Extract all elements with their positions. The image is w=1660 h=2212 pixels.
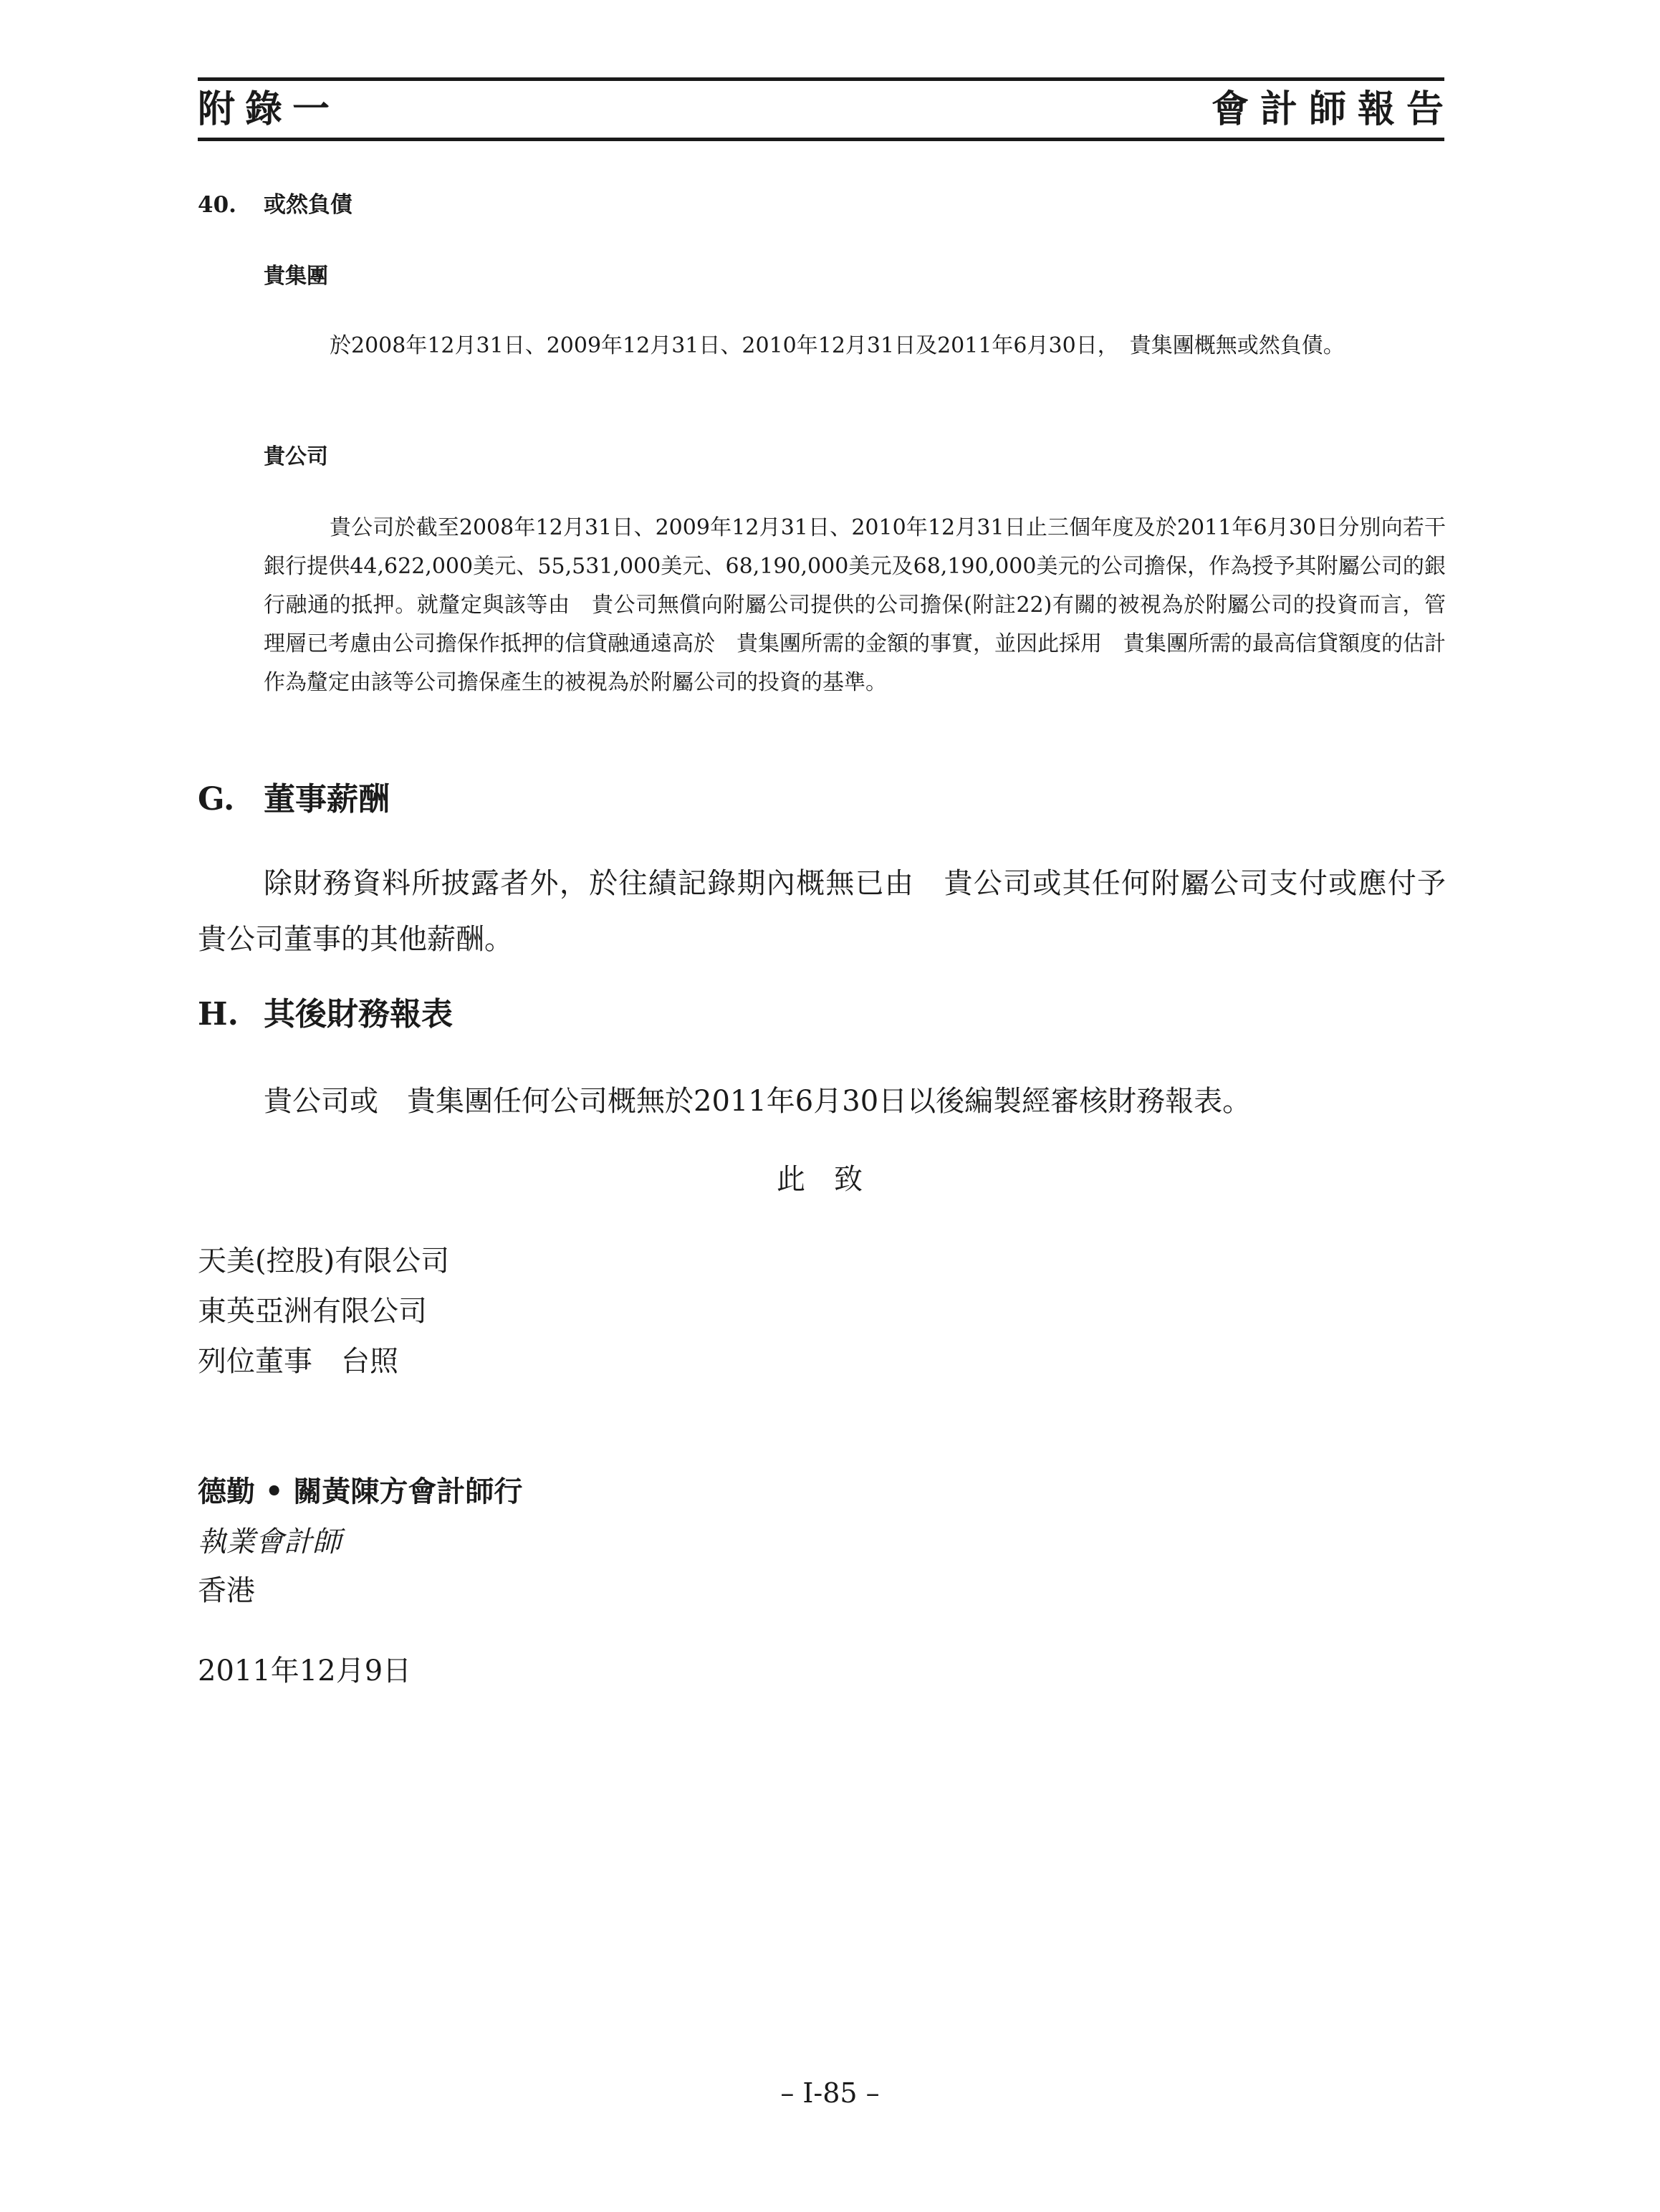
addressee-line: 列位董事 台照: [198, 1345, 398, 1378]
section-h-heading: [198, 993, 453, 1036]
addressee-line: 天美(控股)有限公司: [198, 1245, 450, 1278]
section-40-title: 或然負債: [264, 192, 352, 218]
signature-date: 2011年12月9日: [198, 1655, 412, 1687]
header-bottom-rule: [198, 138, 1444, 141]
section-h-title: 其後財務報表: [264, 996, 453, 1033]
section-h-paragraph: 貴公司或 貴集團任何公司概無於2011年6月30日以後編製經審核財務報表。: [264, 1085, 1252, 1118]
section-g-heading: [198, 778, 390, 821]
signature-place: 香港: [198, 1574, 255, 1607]
section-g-title: 董事薪酬: [264, 781, 390, 818]
header-top-rule: [198, 77, 1444, 81]
company-subheading: 貴公司: [264, 444, 328, 469]
header-report-title: 會計師報告: [1211, 87, 1455, 131]
signature-firm-name: 德勤 • 關黃陳方會計師行: [198, 1475, 523, 1508]
signature-role: 執業會計師: [198, 1526, 341, 1559]
closing-salutation: 此致: [777, 1163, 891, 1196]
addressee-line: 東英亞洲有限公司: [198, 1295, 427, 1328]
section-g-paragraph: 除財務資料所披露者外，於往績記錄期內概無已由 貴公司或其任何附屬公司支付或應付予 貴公司董事的其他薪酬。: [198, 867, 1474, 956]
header-appendix-label: 附錄一: [198, 87, 340, 131]
section-40-number: 40.: [198, 192, 236, 218]
group-subheading: 貴集團: [264, 264, 328, 289]
company-paragraph: 貴公司於截至2008年12月31日、2009年12月31日、2010年12月31日止三個年度及於2011年6月30日分別向若干銀行提供44,622,000美元、55,531,000美元、68,190,000美元及68,190,000美元的公司擔保，作為授予其附屬公司的銀行融通的抵押。就釐定與該等由 貴公司無償向附屬公司提供的公司擔保(附註22)有關的被視為於附屬公司的投資而言，管理層已考慮由公司擔保作抵押的信貸融通遠高於 貴集團所需的金額的事實，並因此採用 貴集團所需的最高信貸額度的估計作為釐定由該等公司擔保產生的被視為於附屬公司的投資的基準。: [264, 515, 1446, 695]
group-paragraph: 於2008年12月31日、2009年12月31日、2010年12月31日及2011年6月30日， 貴集團概無或然負債。: [330, 333, 1345, 358]
section-g-letter: G.: [198, 781, 235, 818]
section-h-letter: H.: [198, 996, 239, 1033]
page-number: – I-85 –: [780, 2077, 880, 2109]
section-40-heading: [198, 189, 352, 221]
